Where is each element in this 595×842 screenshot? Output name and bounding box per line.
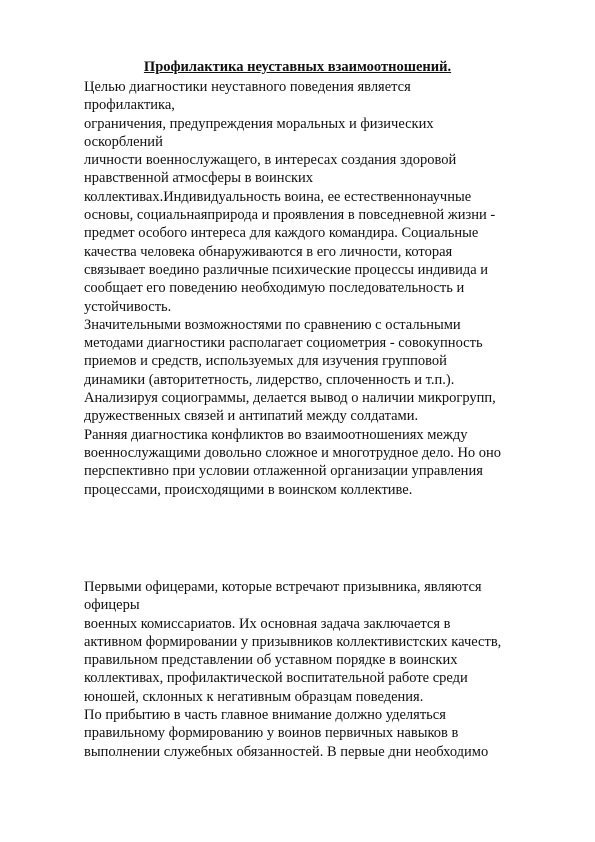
text-line: профилактика, <box>84 97 175 114</box>
text-line: Первыми офицерами, которые встречают призывника, являются <box>84 579 482 595</box>
section-2-text <box>84 578 554 761</box>
text-line: Ранняя диагностика конфликтов во взаимоотношениях между <box>84 426 468 443</box>
text-line: Значительными возможностями по сравнению с остальными <box>84 316 461 333</box>
text-line: сообщает его поведению необходимую последовательность и <box>84 280 465 297</box>
text-line: оскорблений <box>84 133 163 150</box>
text-line: коллективах, профилактической воспитательной работе среди <box>84 670 468 687</box>
text-line: ограничения, предупреждения моральных и физических <box>84 115 434 132</box>
text-line: коллективах.Индивидуальность воина, ее естественнонаучные <box>84 188 472 205</box>
text-line: качества человека обнаруживаются в его личности, которая <box>84 243 453 260</box>
text-line: процессами, происходящими в воинском коллективе. <box>84 481 413 498</box>
text-line: дружественных связей и антипатий между солдатами. <box>84 408 419 425</box>
text-line: предмет особого интереса для каждого командира. Социальные <box>84 225 479 242</box>
text-line: перспективно при условии отлаженной организации управления <box>84 463 483 480</box>
text-line: юношей, склонных к негативным образцам поведения. <box>84 688 424 705</box>
text-line: военнослужащими довольно сложное и многотрудное дело. Но оно <box>84 444 502 461</box>
text-line: военных комиссариатов. Их основная задача заключается в <box>84 615 451 632</box>
document-title: Профилактика неуставных взаимоотношений. <box>143 59 452 75</box>
section-1-text <box>84 78 554 499</box>
text-line: правильному формированию у воинов первичных навыков в <box>84 725 459 742</box>
text-line: Целью диагностики неуставного поведения является <box>84 79 411 95</box>
text-line: методами диагностики располагает социометрия - совокупность <box>84 335 483 352</box>
text-line: правильном представлении об уставном порядке в воинских <box>84 652 458 669</box>
text-line: личности военнослужащего, в интересах создания здоровой <box>84 152 457 169</box>
text-line: выполнении служебных обязанностей. В первые дни необходимо <box>84 743 489 760</box>
text-line: офицеры <box>84 597 140 614</box>
text-line: приемов и средств, используемых для изучения групповой <box>84 353 447 370</box>
text-line: нравственной атмосферы в воинских <box>84 170 314 187</box>
text-line: устойчивость. <box>84 298 172 315</box>
text-line: связывает воедино различные психические процессы индивида и <box>84 261 489 278</box>
text-line: Анализируя социограммы, делается вывод о наличии микрогрупп, <box>84 390 496 407</box>
text-line: По прибытию в часть главное внимание должно уделяться <box>84 707 446 724</box>
text-line: динамики (авторитетность, лидерство, сплоченность и т.п.). <box>84 371 455 388</box>
text-line: основы, социальнаяприрода и проявления в повседневной жизни - <box>84 207 496 224</box>
text-line: активном формировании у призывников коллективистских качеств, <box>84 633 502 650</box>
